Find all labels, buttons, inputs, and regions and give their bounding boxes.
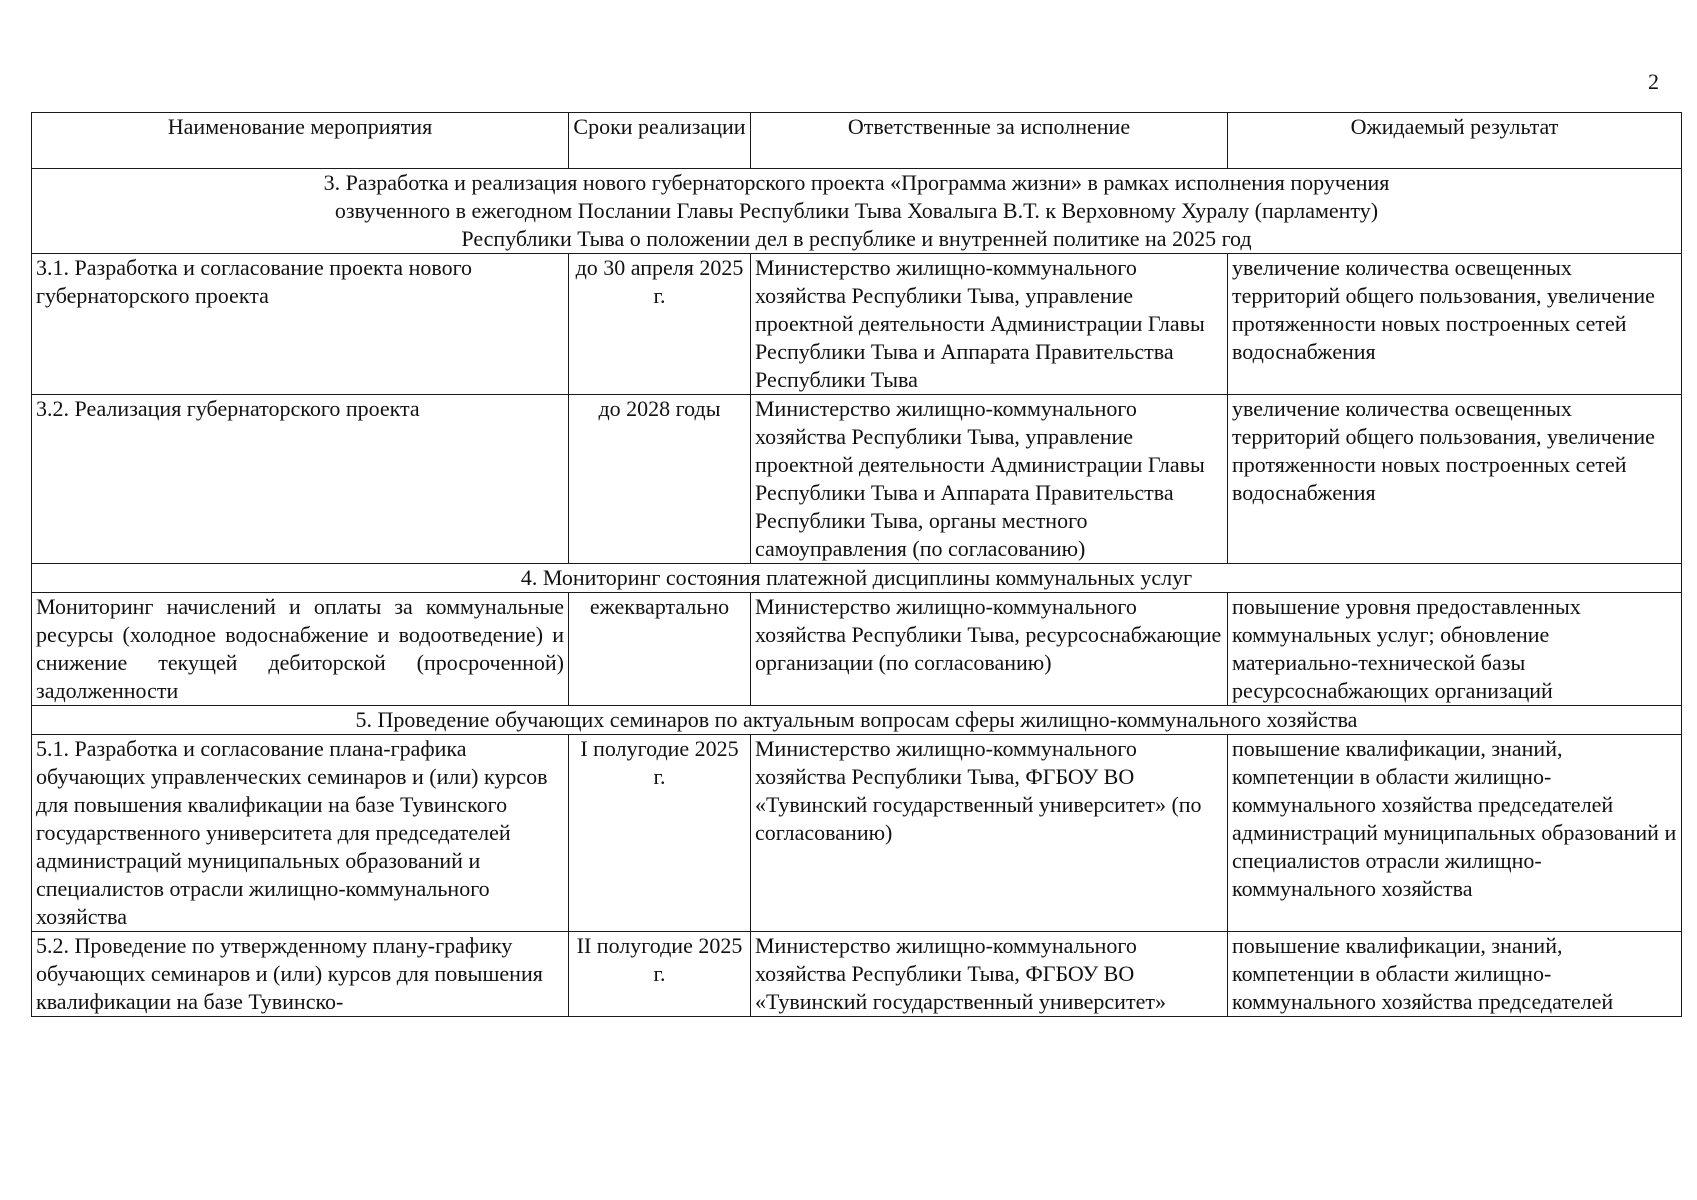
- table-row: [32, 254, 1682, 395]
- cell-result: повышение уровня предоставленных коммунальных услуг; обновление материально-технической базы ресурсоснабжающих организаций: [1228, 593, 1682, 706]
- section-title-line: озвученного в ежегодном Послании Главы Республики Тыва Ховалыга В.Т. к Верховному Хуралу (парламенту): [334, 198, 1379, 223]
- table-row: [32, 395, 1682, 564]
- cell-result: увеличение количества освещенных территорий общего пользования, увеличение протяженности новых построенных сетей водоснабжения: [1228, 254, 1682, 395]
- cell-responsible: Министерство жилищно-коммунального хозяйства Республики Тыва, ресурсоснабжающие организации (по согласованию): [751, 593, 1228, 706]
- cell-name: 3.2. Реализация губернаторского проекта: [32, 395, 569, 564]
- cell-name: 5.2. Проведение по утвержденному плану-графику обучающих семинаров и (или) курсов для повышения квалификации на базе Тувинско-: [32, 932, 569, 1017]
- cell-name: 5.1. Разработка и согласование плана-графика обучающих управленческих семинаров и (или) курсов для повышения квалификации на базе Тувинского государственного университета для председателей администраций муниципальных образований и специалистов отрасли жилищно-коммунального хозяйства: [32, 735, 569, 932]
- section-heading-row: [32, 564, 1682, 593]
- section-title-line: 3. Разработка и реализация нового губернаторского проекта «Программа жизни» в рамках исполнения поручения: [323, 170, 1390, 195]
- cell-name: 3.1. Разработка и согласование проекта нового губернаторского проекта: [32, 254, 569, 395]
- page-number: 2: [1648, 69, 1659, 94]
- header-term: Сроки реализации: [569, 113, 751, 169]
- cell-responsible: Министерство жилищно-коммунального хозяйства Республики Тыва, ФГБОУ ВО «Тувинский государственный университет»: [751, 932, 1228, 1017]
- section-heading-row: [32, 706, 1682, 735]
- section-title-line: 4. Мониторинг состояния платежной дисциплины коммунальных услуг: [520, 565, 1193, 590]
- cell-term: ежеквартально: [569, 593, 751, 706]
- cell-name: Мониторинг начислений и оплаты за коммунальные ресурсы (холодное водоснабжение и водоотведение) и снижение текущей дебиторской (просроченной) задолженности: [32, 593, 569, 706]
- table-row: [32, 932, 1682, 1017]
- cell-term: до 30 апреля 2025 г.: [569, 254, 751, 395]
- cell-term: I полугодие 2025 г.: [569, 735, 751, 932]
- cell-result: увеличение количества освещенных территорий общего пользования, увеличение протяженности новых построенных сетей водоснабжения: [1228, 395, 1682, 564]
- section-heading-row: [32, 169, 1682, 254]
- section-title: [32, 169, 1682, 254]
- header-name: Наименование мероприятия: [32, 113, 569, 169]
- cell-term: до 2028 годы: [569, 395, 751, 564]
- cell-result: повышение квалификации, знаний, компетенции в области жилищно-коммунального хозяйства председателей: [1228, 932, 1682, 1017]
- cell-responsible: Министерство жилищно-коммунального хозяйства Республики Тыва, управление проектной деятельности Администрации Главы Республики Тыва и Аппарата Правительства Республики Тыва, органы местного самоуправления (по согласованию): [751, 395, 1228, 564]
- section-title: [32, 564, 1682, 593]
- cell-result: повышение квалификации, знаний, компетенции в области жилищно-коммунального хозяйства председателей администраций муниципальных образований и специалистов отрасли жилищно-коммунального хозяйства: [1228, 735, 1682, 932]
- table-row: [32, 593, 1682, 706]
- section-title: [32, 706, 1682, 735]
- cell-responsible: Министерство жилищно-коммунального хозяйства Республики Тыва, управление проектной деятельности Администрации Главы Республики Тыва и Аппарата Правительства Республики Тыва: [751, 254, 1228, 395]
- table-header-row: [32, 113, 1682, 169]
- header-result: Ожидаемый результат: [1228, 113, 1682, 169]
- table-row: [32, 735, 1682, 932]
- section-title-line: 5. Проведение обучающих семинаров по актуальным вопросам сферы жилищно-коммунального хозяйства: [355, 707, 1358, 732]
- cell-term: II полугодие 2025 г.: [569, 932, 751, 1017]
- cell-responsible: Министерство жилищно-коммунального хозяйства Республики Тыва, ФГБОУ ВО «Тувинский государственный университет» (по согласованию): [751, 735, 1228, 932]
- action-plan-table: [31, 112, 1682, 1017]
- header-responsible: Ответственные за исполнение: [751, 113, 1228, 169]
- section-title-line: Республики Тыва о положении дел в республике и внутренней политике на 2025 год: [461, 226, 1252, 251]
